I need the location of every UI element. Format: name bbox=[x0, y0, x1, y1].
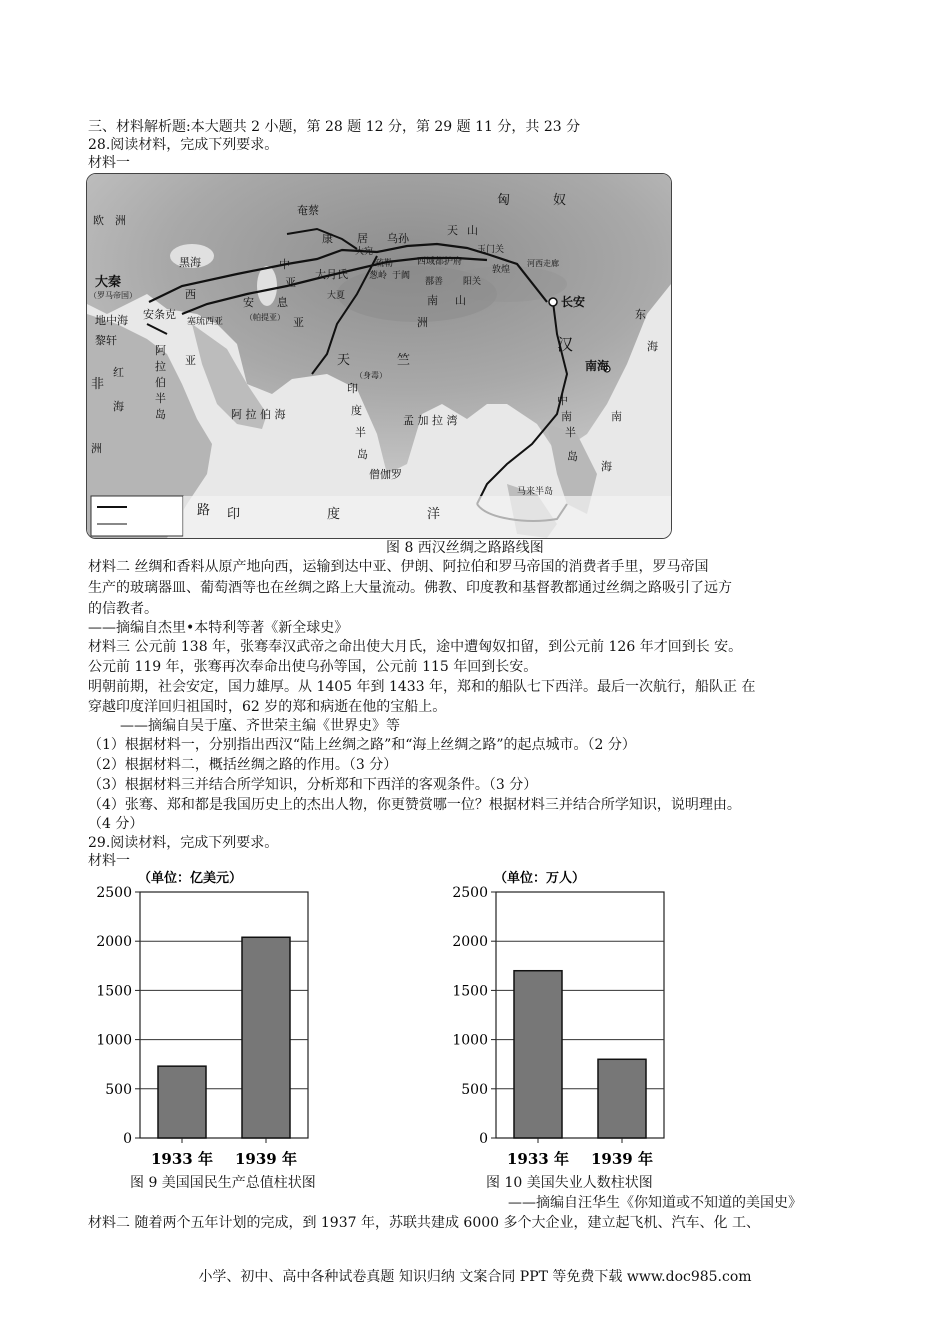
map-label: 息 bbox=[277, 296, 288, 309]
y-tick-label: 500 bbox=[105, 1081, 132, 1098]
map-label: 中 bbox=[279, 258, 290, 271]
map-label: 奴 bbox=[553, 193, 567, 208]
map-label: 欧 bbox=[93, 214, 104, 227]
map-label: 拉 bbox=[155, 360, 166, 373]
map-label: 于阗 bbox=[392, 271, 411, 281]
map-label: 乌孙 bbox=[387, 232, 409, 245]
map-label: 洲 bbox=[417, 316, 428, 329]
q28-material3-l3: 明朝前期，社会安定，国力雄厚。从 1405 年到 1433 年，郑和的船队七下西洋。最后一次航行，船队正 在 bbox=[88, 679, 756, 695]
map-label: 孟 加 拉 湾 bbox=[403, 414, 458, 427]
map-label: （身毒） bbox=[355, 371, 387, 380]
map-label: 河西走廊 bbox=[527, 259, 559, 268]
map-label: 山 bbox=[467, 224, 478, 237]
map-label: 南 bbox=[611, 410, 622, 423]
page-footer: 小学、初中、高中各种试卷真题 知识归纳 文案合同 PPT 等免费下载 www.doc985.com bbox=[198, 1269, 752, 1285]
map-label: 大秦 bbox=[95, 275, 122, 290]
map-label: 长安 bbox=[561, 295, 586, 309]
map-label: 黎轩 bbox=[95, 334, 117, 347]
map-label: 黑海 bbox=[179, 256, 201, 269]
unit-label: （单位：万人） bbox=[494, 871, 586, 886]
map-label: 印 bbox=[227, 507, 241, 522]
gnp-bar-chart bbox=[90, 866, 350, 1172]
y-tick-label: 1500 bbox=[452, 983, 488, 1000]
map-label: 亚 bbox=[285, 276, 296, 289]
map-label: 亚 bbox=[185, 354, 196, 367]
map-label: 大夏 bbox=[327, 291, 346, 301]
q28-question-4: （4）张骞、郑和都是我国历史上的杰出人物，你更赞赏哪一位？根据材料三并结合所学知识，说明理由。 bbox=[88, 797, 741, 813]
y-tick-label: 1000 bbox=[452, 1032, 488, 1049]
map-label: 大月氏 bbox=[315, 268, 348, 281]
map-label: 东 bbox=[635, 308, 646, 321]
silk-road-map-graphic bbox=[87, 174, 671, 538]
silk-road-map bbox=[86, 173, 672, 539]
q28-material2-l2: 生产的玻璃器皿、葡萄酒等也在丝绸之路上大量流动。佛教、印度教和基督教都通过丝绸之路吸引了远方 bbox=[88, 580, 732, 596]
x-tick-label: 1933 年 bbox=[507, 1150, 569, 1168]
bar bbox=[514, 971, 562, 1138]
q28-intro: 28.阅读材料，完成下列要求。 bbox=[88, 137, 279, 153]
map-label: 半 bbox=[155, 392, 166, 405]
map-label: 山 bbox=[455, 294, 466, 307]
q29-source: ——摘编自汪华生《你知道或不知道的美国史》 bbox=[508, 1195, 802, 1211]
q29-material2: 材料二 随着两个五年计划的完成，到 1937 年，苏联共建成 6000 多个大企业，建立起飞机、汽车、化 工、 bbox=[88, 1215, 760, 1231]
map-label: 伯 bbox=[155, 376, 166, 389]
map-label: 海 bbox=[601, 460, 612, 473]
map-label: 康 bbox=[322, 232, 333, 245]
map-label: 阿 bbox=[155, 344, 166, 357]
q29-material1-label: 材料一 bbox=[88, 853, 130, 869]
map-label: 阳关 bbox=[463, 277, 482, 287]
gnp-bar-chart-svg bbox=[90, 866, 350, 1172]
map-label: 洲 bbox=[115, 214, 126, 227]
map-label: 洋 bbox=[427, 507, 441, 522]
bar bbox=[242, 937, 290, 1138]
y-tick-label: 2000 bbox=[96, 934, 132, 951]
map-label: 马来半岛 bbox=[517, 487, 554, 497]
q29-intro: 29.阅读材料，完成下列要求。 bbox=[88, 835, 279, 851]
map-label: 岛 bbox=[357, 448, 368, 461]
map-label: 竺 bbox=[397, 353, 411, 368]
q28-material3-l4: 穿越印度洋回归祖国时，62 岁的郑和病逝在他的宝船上。 bbox=[88, 699, 447, 715]
map-label: 南 bbox=[561, 410, 572, 423]
q28-material3-l1: 材料三 公元前 138 年，张骞奉汉武帝之命出使大月氏，途中遭匈奴扣留，到公元前 126 年才回到长 安。 bbox=[88, 639, 743, 655]
q28-material3-l2: 公元前 119 年，张骞再次奉命出使乌孙等国，公元前 115 年回到长安。 bbox=[88, 659, 538, 675]
y-tick-label: 1000 bbox=[96, 1032, 132, 1049]
map-label: （罗马帝国） bbox=[89, 291, 137, 300]
map-label: 西域都护府 bbox=[417, 257, 463, 267]
y-tick-label: 500 bbox=[461, 1081, 488, 1098]
chart9-caption: 图 9 美国国民生产总值柱状图 bbox=[130, 1175, 316, 1191]
map-label: 半 bbox=[565, 426, 576, 439]
map-label: 中 bbox=[557, 394, 568, 407]
x-tick-label: 1939 年 bbox=[235, 1150, 297, 1168]
q28-question-2: （2）根据材料二，概括丝绸之路的作用。（3 分） bbox=[88, 757, 398, 773]
map-label: 印 bbox=[347, 382, 358, 395]
map-label: 葱岭 bbox=[369, 271, 388, 281]
map-label: 地中海 bbox=[95, 314, 128, 327]
bar bbox=[598, 1059, 646, 1138]
map-label: 安条克 bbox=[143, 308, 176, 321]
map-label: 僧伽罗 bbox=[369, 468, 402, 481]
map-label: 海 bbox=[647, 340, 658, 353]
q28-material3-source: ——摘编自吴于廑、齐世荣主编《世界史》等 bbox=[120, 718, 400, 734]
map-label: 天 bbox=[337, 353, 351, 368]
map-label: 岛 bbox=[155, 408, 166, 421]
map-label: 大宛 bbox=[355, 247, 374, 257]
map-label: 南海 bbox=[585, 359, 610, 373]
q28-question-1: （1）根据材料一，分别指出西汉“陆上丝绸之路”和“海上丝绸之路”的起点城市。（2 分） bbox=[88, 737, 636, 753]
unit-label: （单位：亿美元） bbox=[138, 871, 243, 886]
y-tick-label: 0 bbox=[479, 1131, 488, 1147]
map-label: 敦煌 bbox=[492, 265, 511, 275]
map-label: 南 bbox=[427, 294, 438, 307]
map-label: 阿 拉 伯 海 bbox=[231, 408, 286, 421]
y-tick-label: 2000 bbox=[452, 934, 488, 951]
map-label: 海 bbox=[113, 400, 124, 413]
y-tick-label: 1500 bbox=[96, 983, 132, 1000]
map-label: （帕提亚） bbox=[245, 313, 285, 322]
map-label: 亚 bbox=[293, 316, 304, 329]
q28-question-3: （3）根据材料三并结合所学知识，分析郑和下西洋的客观条件。（3 分） bbox=[88, 777, 538, 793]
map-label: 洲 bbox=[91, 442, 102, 455]
y-tick-label: 2500 bbox=[452, 885, 488, 901]
bar bbox=[158, 1066, 206, 1138]
y-tick-label: 0 bbox=[123, 1131, 132, 1147]
q28-material2-l1: 材料二 丝绸和香料从原产地向西，运输到达中亚、伊朗、阿拉伯和罗马帝国的消费者手里，罗马帝国 bbox=[88, 559, 709, 575]
section-heading: 三、材料解析题:本大题共 2 小题，第 28 题 12 分，第 29 题 11 分，共 23 分 bbox=[88, 119, 581, 135]
map-label: 红 bbox=[113, 366, 124, 379]
map-caption: 图 8 西汉丝绸之路路线图 bbox=[386, 540, 544, 556]
y-tick-label: 2500 bbox=[96, 885, 132, 901]
map-label: 玉门关 bbox=[477, 245, 505, 255]
chart10-caption: 图 10 美国失业人数柱状图 bbox=[486, 1175, 653, 1191]
q28-material1-label: 材料一 bbox=[88, 155, 130, 171]
unemployment-bar-chart bbox=[446, 866, 706, 1172]
map-label: 岛 bbox=[567, 450, 578, 463]
q28-question-4-score: （4 分） bbox=[88, 816, 144, 832]
x-tick-label: 1933 年 bbox=[151, 1150, 213, 1168]
map-label: 匈 bbox=[497, 193, 511, 208]
map-label: 疏勒 bbox=[375, 259, 394, 269]
map-label: 路 bbox=[197, 503, 211, 518]
q28-material2-l3: 的信教者。 bbox=[88, 601, 158, 617]
q28-material2-source: ——摘编自杰里•本特利等著《新全球史》 bbox=[88, 620, 349, 636]
map-label: 度 bbox=[327, 507, 341, 522]
unemployment-bar-chart-svg bbox=[446, 866, 706, 1172]
map-label: 塞琉西亚 bbox=[187, 317, 224, 327]
map-label: 天 bbox=[447, 224, 458, 237]
map-label: 度 bbox=[351, 404, 362, 417]
map-label: 非 bbox=[91, 377, 105, 392]
map-label: 西 bbox=[185, 288, 196, 301]
map-label: 居 bbox=[357, 232, 368, 245]
map-label: 安 bbox=[243, 296, 254, 309]
map-label: 半 bbox=[355, 426, 366, 439]
map-label: 汉 bbox=[557, 335, 574, 354]
x-tick-label: 1939 年 bbox=[591, 1150, 653, 1168]
map-label: 鄯善 bbox=[425, 277, 444, 287]
map-label: 奄蔡 bbox=[297, 204, 319, 217]
